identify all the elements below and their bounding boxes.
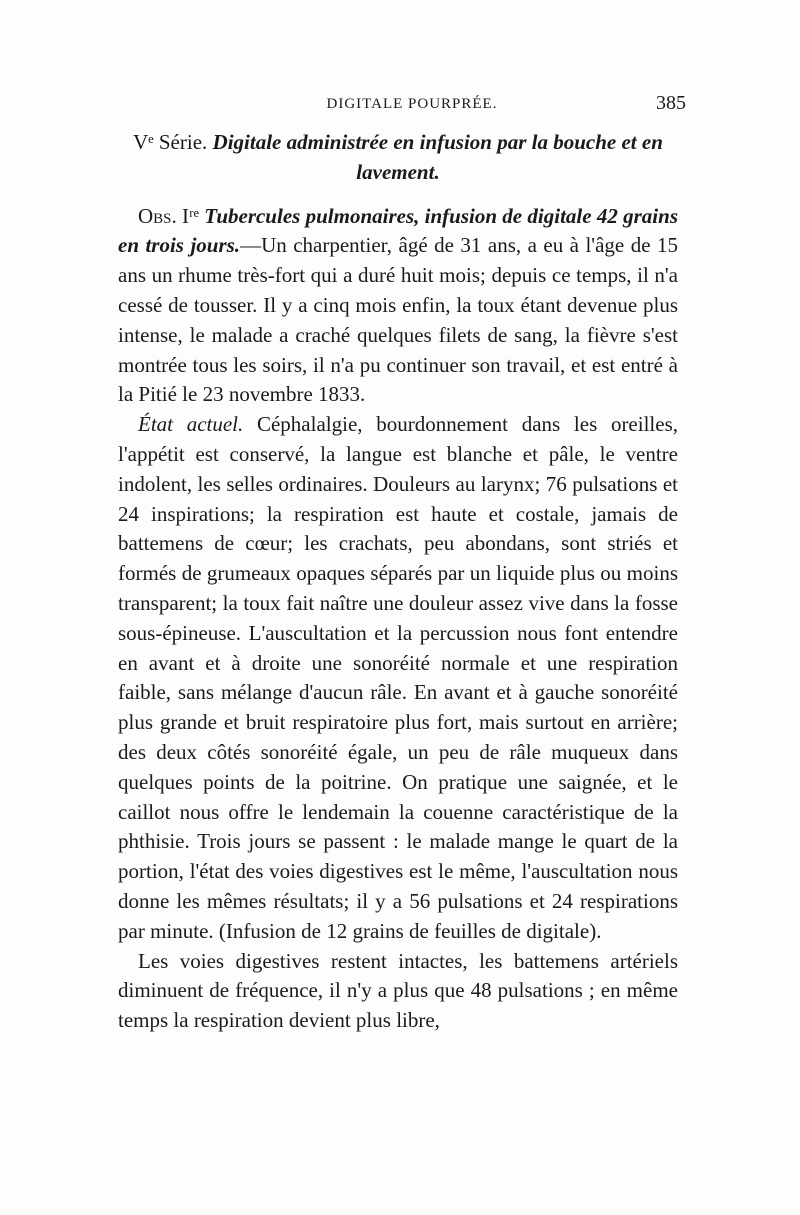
- running-head: [138, 92, 686, 120]
- page-number: 385: [656, 92, 686, 114]
- final-paragraph-text: Les voies digestives restent intactes, les battemens artériels diminuent de fréquence, il n'y a plus que 48 pulsations ; en même temps la respiration devient plus libre,: [118, 948, 678, 1033]
- series-heading: [118, 128, 678, 188]
- etat-actuel-paragraph: [118, 410, 678, 946]
- observation-text: —Un charpentier, âgé de 31 ans, a eu à l'âge de 15 ans un rhume très-fort qui a duré huit mois; depuis ce temps, il n'a cessé de tousser. Il y a cinq mois enfin, la toux étant devenue plus intense, le malade a craché quelques filets de sang, la fièvre s'est montrée tous les soirs, il n'a pu continuer son travail, et est entré à la Pitié le 23 novembre 1833.: [118, 233, 678, 407]
- series-label: Vᵉ Série.: [133, 130, 208, 154]
- observation-label: Obs. Iʳᵉ: [138, 203, 199, 228]
- observation-title: Tubercules pulmonaires, infusion de digitale 42 grains en trois jours.: [118, 203, 678, 258]
- body-text: [118, 128, 678, 1036]
- observation-paragraph: [118, 202, 678, 411]
- running-title: DIGITALE POURPRÉE.: [326, 96, 498, 112]
- etat-actuel-label: État actuel.: [138, 412, 244, 437]
- final-paragraph: [118, 947, 678, 1036]
- series-title: Digitale administrée en infusion par la bouche et en lavement.: [212, 130, 663, 184]
- etat-actuel-text: Céphalalgie, bourdonnement dans les oreilles, l'appétit est conservé, la langue est blanche et pâle, le ventre indolent, les selles ordinaires. Douleurs au larynx; 76 pulsations et 24 inspirations; la respiration est haute et costale, jamais de battemens de cœur; les crachats, peu abondans, sont striés et formés de grumeaux opaques séparés par un liquide plus ou moins transparent; la toux fait naître une douleur assez vive dans la fosse sous-épineuse. L'auscultation et la percussion nous font entendre en avant et à droite une sonoréité normale et une respiration faible, sans mélange d'aucun râle. En avant et à gauche sonoréité plus grande et bruit respiratoire plus fort, mais surtout en arrière; des deux côtés sonoréité égale, un peu de râle muqueux dans quelques points de la poitrine. On pratique une saignée, et le caillot nous offre le lendemain la couenne caractéristique de la phthisie. Trois jours se passent : le malade mange le quart de la portion, l'état des voies digestives est le même, l'auscultation nous donne les mêmes résultats; il y a 56 pulsations et 24 respirations par minute. (Infusion de 12 grains de feuilles de digitale).: [118, 412, 678, 943]
